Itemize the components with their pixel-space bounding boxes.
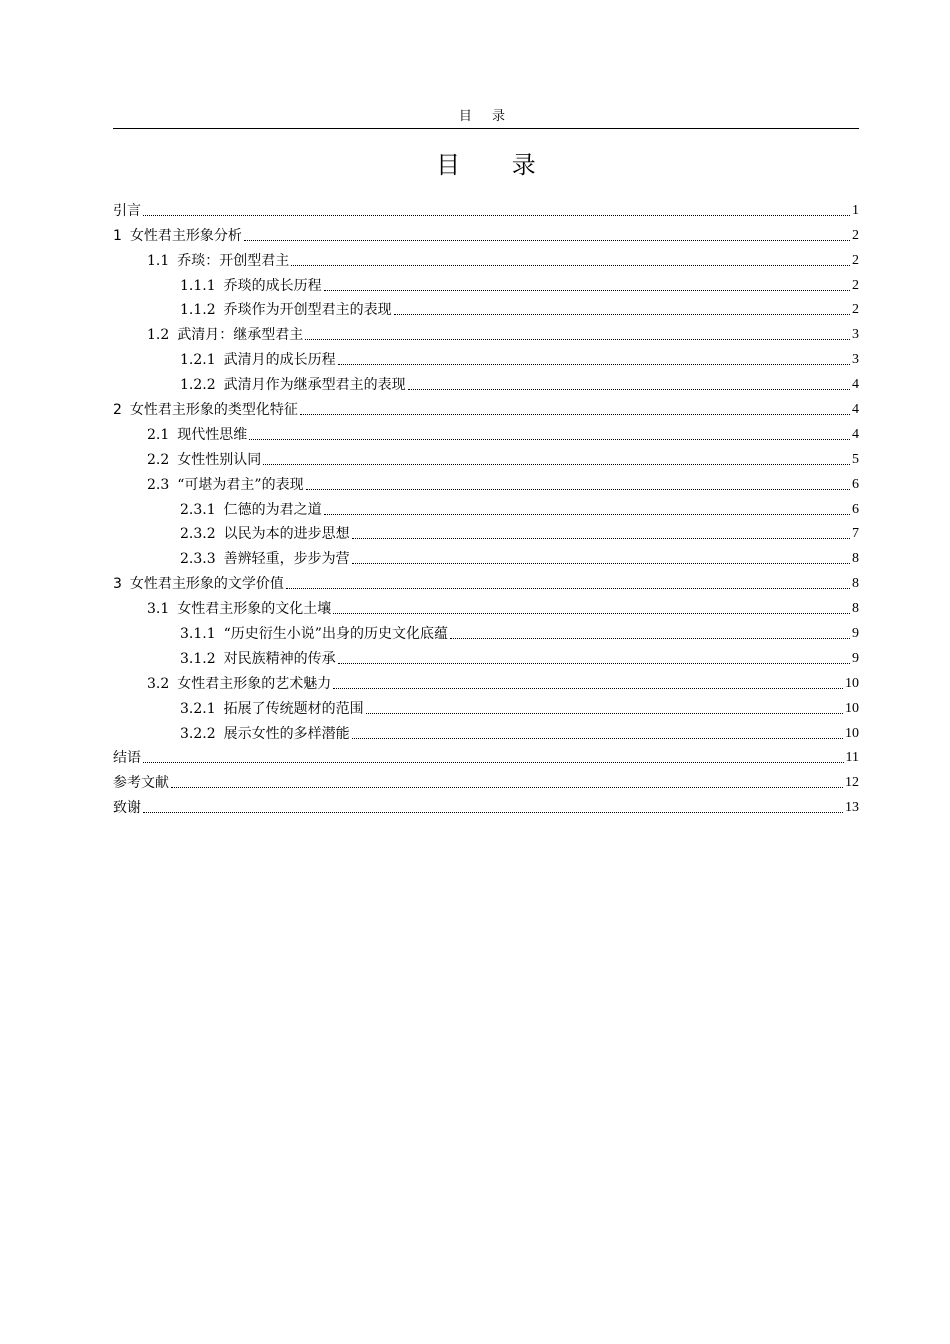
toc-entry-number: 3.1.1 [180, 626, 216, 643]
toc-entry-number: 2.3.2 [180, 526, 216, 543]
toc-entry-title: 乔琰作为开创型君主的表现 [223, 302, 392, 319]
toc-entry-page: 7 [852, 526, 859, 542]
toc-entry[interactable] [113, 369, 859, 394]
toc-entry-title: 女性君主形象的文学价值 [129, 576, 284, 593]
toc-dot-leader [450, 638, 850, 639]
toc-dot-leader [171, 787, 843, 788]
page-title: 目 录 [436, 151, 558, 179]
toc-dot-leader [394, 314, 850, 315]
toc-entry-number: 3 [113, 576, 122, 593]
toc-entry[interactable] [113, 270, 859, 295]
toc-entry[interactable] [113, 543, 859, 568]
toc-dot-leader [352, 738, 843, 739]
toc-entry-number: 1.2.2 [180, 377, 216, 394]
toc-entry-page: 5 [852, 451, 859, 467]
toc-entry-page: 3 [852, 352, 859, 368]
toc-entry-number: 2.1 [147, 426, 170, 443]
toc-entry-title: 女性君主形象分析 [129, 227, 242, 244]
toc-entry-title: 参考文献 [113, 775, 169, 792]
toc-dot-leader [143, 812, 843, 813]
toc-entry-page: 10 [845, 700, 859, 716]
toc-entry-number: 1.1.2 [180, 302, 216, 319]
toc-dot-leader [305, 339, 850, 340]
toc-entry[interactable] [113, 419, 859, 444]
toc-entry-page: 12 [845, 775, 859, 791]
toc-entry[interactable] [113, 295, 859, 320]
toc-entry-title: 结语 [113, 750, 141, 767]
toc-entry-title: 女性性别认同 [177, 451, 262, 468]
toc-entry-number: 1.2.1 [180, 352, 216, 369]
toc-entry-title: “可堪为君主”的表现 [177, 476, 304, 493]
toc-entry-page: 8 [852, 551, 859, 567]
toc-entry-title: 女性君主形象的艺术魅力 [177, 675, 332, 692]
toc-entry[interactable] [113, 245, 859, 270]
toc-entry-page: 1 [852, 202, 859, 218]
toc-entry[interactable] [113, 593, 859, 618]
toc-entry-title: 致谢 [113, 800, 141, 817]
toc-entry-title: 对民族精神的传承 [223, 650, 336, 667]
toc-dot-leader [143, 215, 850, 216]
toc-entry[interactable] [113, 494, 859, 519]
toc-entry-number: 1.1.1 [180, 277, 216, 294]
toc-entry[interactable] [113, 618, 859, 643]
toc-entry-number: 3.1 [147, 601, 170, 618]
toc-entry-title: 仁德的为君之道 [223, 501, 322, 518]
toc-entry-title: 拓展了传统题材的范围 [223, 700, 364, 717]
toc-dot-leader [366, 713, 843, 714]
toc-entry-title: 武清月作为继承型君主的表现 [223, 377, 406, 394]
toc-entry-title: 乔琰：开创型君主 [177, 252, 290, 269]
toc-entry[interactable] [113, 668, 859, 693]
toc-entry-title: 现代性思维 [177, 426, 248, 443]
toc-entry-number: 2.3.3 [180, 551, 216, 568]
toc-entry[interactable] [113, 792, 859, 817]
toc-dot-leader [408, 389, 850, 390]
toc-entry-page: 4 [852, 402, 859, 418]
toc-entry-number: 1.1 [147, 252, 170, 269]
toc-entry-page: 4 [852, 426, 859, 442]
toc-entry-page: 2 [852, 302, 859, 318]
toc-entry[interactable] [113, 319, 859, 344]
toc-dot-leader [338, 663, 850, 664]
table-of-contents [113, 195, 859, 817]
toc-entry-title: “历史衍生小说”出身的历史文化底蕴 [223, 626, 448, 643]
toc-entry-number: 2.3.1 [180, 501, 216, 518]
toc-entry[interactable] [113, 568, 859, 593]
toc-entry-number: 2.3 [147, 476, 170, 493]
toc-entry[interactable] [113, 643, 859, 668]
toc-entry[interactable] [113, 767, 859, 792]
toc-entry-title: 女性君主形象的类型化特征 [129, 402, 298, 419]
toc-entry[interactable] [113, 718, 859, 743]
toc-dot-leader [333, 613, 850, 614]
toc-dot-leader [352, 563, 850, 564]
toc-entry-title: 展示女性的多样潜能 [223, 725, 350, 742]
toc-entry[interactable] [113, 344, 859, 369]
toc-entry-page: 8 [852, 601, 859, 617]
toc-dot-leader [324, 514, 850, 515]
toc-entry-title: 武清月的成长历程 [223, 352, 336, 369]
toc-entry[interactable] [113, 693, 859, 718]
toc-entry-page: 2 [852, 227, 859, 243]
toc-dot-leader [244, 240, 850, 241]
toc-entry-number: 1 [113, 227, 122, 244]
toc-entry-page: 13 [845, 800, 859, 816]
toc-entry-title: 女性君主形象的文化土壤 [177, 601, 332, 618]
toc-entry-page: 4 [852, 377, 859, 393]
toc-entry-page: 6 [852, 476, 859, 492]
toc-dot-leader [249, 439, 850, 440]
toc-entry[interactable] [113, 469, 859, 494]
toc-entry-page: 2 [852, 277, 859, 293]
toc-entry[interactable] [113, 444, 859, 469]
toc-entry-page: 8 [852, 576, 859, 592]
toc-entry-number: 1.2 [147, 327, 170, 344]
toc-entry-number: 3.1.2 [180, 650, 216, 667]
toc-entry-number: 2 [113, 402, 122, 419]
header-rule [113, 128, 859, 129]
toc-dot-leader [143, 762, 844, 763]
toc-entry-page: 3 [852, 327, 859, 343]
toc-dot-leader [286, 588, 850, 589]
toc-entry-number: 3.2.1 [180, 700, 216, 717]
toc-entry-number: 3.2.2 [180, 725, 216, 742]
toc-entry-title: 武清月：继承型君主 [177, 327, 304, 344]
toc-entry-page: 9 [852, 626, 859, 642]
toc-entry-title: 善辨轻重，步步为营 [223, 551, 350, 568]
toc-dot-leader [333, 688, 843, 689]
toc-entry-number: 3.2 [147, 675, 170, 692]
toc-entry[interactable] [113, 394, 859, 419]
toc-entry[interactable] [113, 195, 859, 220]
toc-dot-leader [352, 538, 850, 539]
toc-entry-title: 以民为本的进步思想 [223, 526, 350, 543]
toc-dot-leader [291, 265, 850, 266]
toc-entry-page: 10 [845, 675, 859, 691]
toc-entry[interactable] [113, 220, 859, 245]
toc-dot-leader [300, 414, 850, 415]
toc-entry-title: 引言 [113, 202, 141, 219]
toc-dot-leader [263, 464, 850, 465]
toc-entry-title: 乔琰的成长历程 [223, 277, 322, 294]
toc-dot-leader [338, 364, 850, 365]
toc-entry-page: 10 [845, 725, 859, 741]
toc-dot-leader [306, 489, 850, 490]
toc-entry-page: 11 [845, 750, 859, 766]
running-header: 目 录 [458, 109, 514, 124]
toc-entry-page: 9 [852, 650, 859, 666]
toc-entry[interactable] [113, 519, 859, 544]
toc-entry-number: 2.2 [147, 451, 170, 468]
toc-entry[interactable] [113, 743, 859, 768]
toc-entry-page: 6 [852, 501, 859, 517]
toc-dot-leader [324, 290, 850, 291]
toc-entry-page: 2 [852, 252, 859, 268]
